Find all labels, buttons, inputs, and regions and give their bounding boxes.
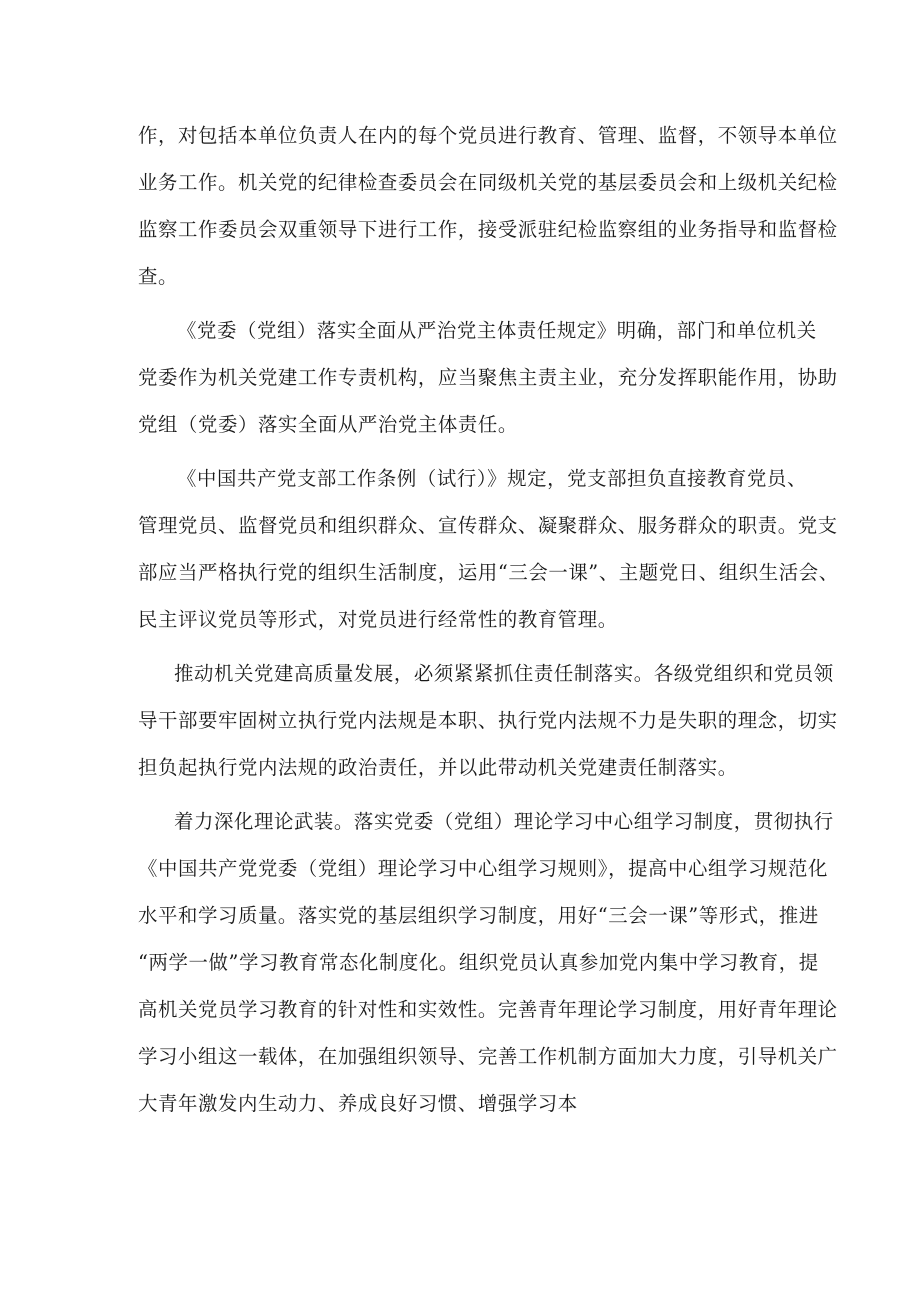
text-line: 《中国共产党党委（党组）理论学习中心组学习规则》，提高中心组学习规范化 [138,857,828,880]
text-line: 水平和学习质量。落实党的基层组织学习制度，用好“三会一课”等形式，推进 [138,904,819,927]
text-line: “两学一做”学习教育常态化制度化。组织党员认真参加党内集中学习教育，提 [138,951,819,974]
text-line: 着力深化理论武装。落实党委（党组）理论学习中心组学习制度，贯彻执行 [174,810,834,833]
text-line: 党委作为机关党建工作专责机构，应当聚焦主责主业，充分发挥职能作用，协助 [138,366,838,389]
text-line: 《党委（党组）落实全面从严治党主体责任规定》明确，部门和单位机关 [177,319,817,342]
text-line: 作，对包括本单位负责人在内的每个党员进行教育、管理、监督，不领导本单位 [138,124,838,147]
text-line: 学习小组这一载体，在加强组织领导、完善工作机制方面加大力度，引导机关广 [138,1045,838,1068]
paragraph-4 [138,650,838,791]
text-line: 查。 [138,265,178,288]
text-line: 推动机关党建高质量发展，必须紧紧抓住责任制落实。各级党组织和党员领 [174,662,834,685]
text-line: 民主评议党员等形式，对党员进行经常性的教育管理。 [138,608,618,631]
text-line: 大青年激发内生动力、养成良好习惯、增强学习本 [138,1092,578,1115]
paragraph-1 [138,112,838,300]
text-line: 高机关党员学习教育的针对性和实效性。完善青年理论学习制度，用好青年理论 [138,998,838,1021]
paragraph-2 [138,307,838,448]
paragraph-3 [138,455,839,643]
text-line: 部应当严格执行党的组织生活制度，运用“三会一课”、主题党日、组织生活会、 [138,561,839,584]
text-line: 监察工作委员会双重领导下进行工作，接受派驻纪检监察组的业务指导和监督检 [138,218,838,241]
text-line: 导干部要牢固树立执行党内法规是本职、执行党内法规不力是失职的理念，切实 [138,709,838,732]
text-line: 党组（党委）落实全面从严治党主体责任。 [138,413,518,436]
text-line: 业务工作。机关党的纪律检查委员会在同级机关党的基层委员会和上级机关纪检 [138,171,838,194]
paragraph-5 [138,798,838,1127]
text-line: 担负起执行党内法规的政治责任，并以此带动机关党建责任制落实。 [138,756,738,779]
text-line: 《中国共产党支部工作条例（试行）》规定，党支部担负直接教育党员、 [177,467,807,490]
document-body [138,112,839,1127]
text-line: 管理党员、监督党员和组织群众、宣传群众、凝聚群众、服务群众的职责。党支 [138,514,838,537]
